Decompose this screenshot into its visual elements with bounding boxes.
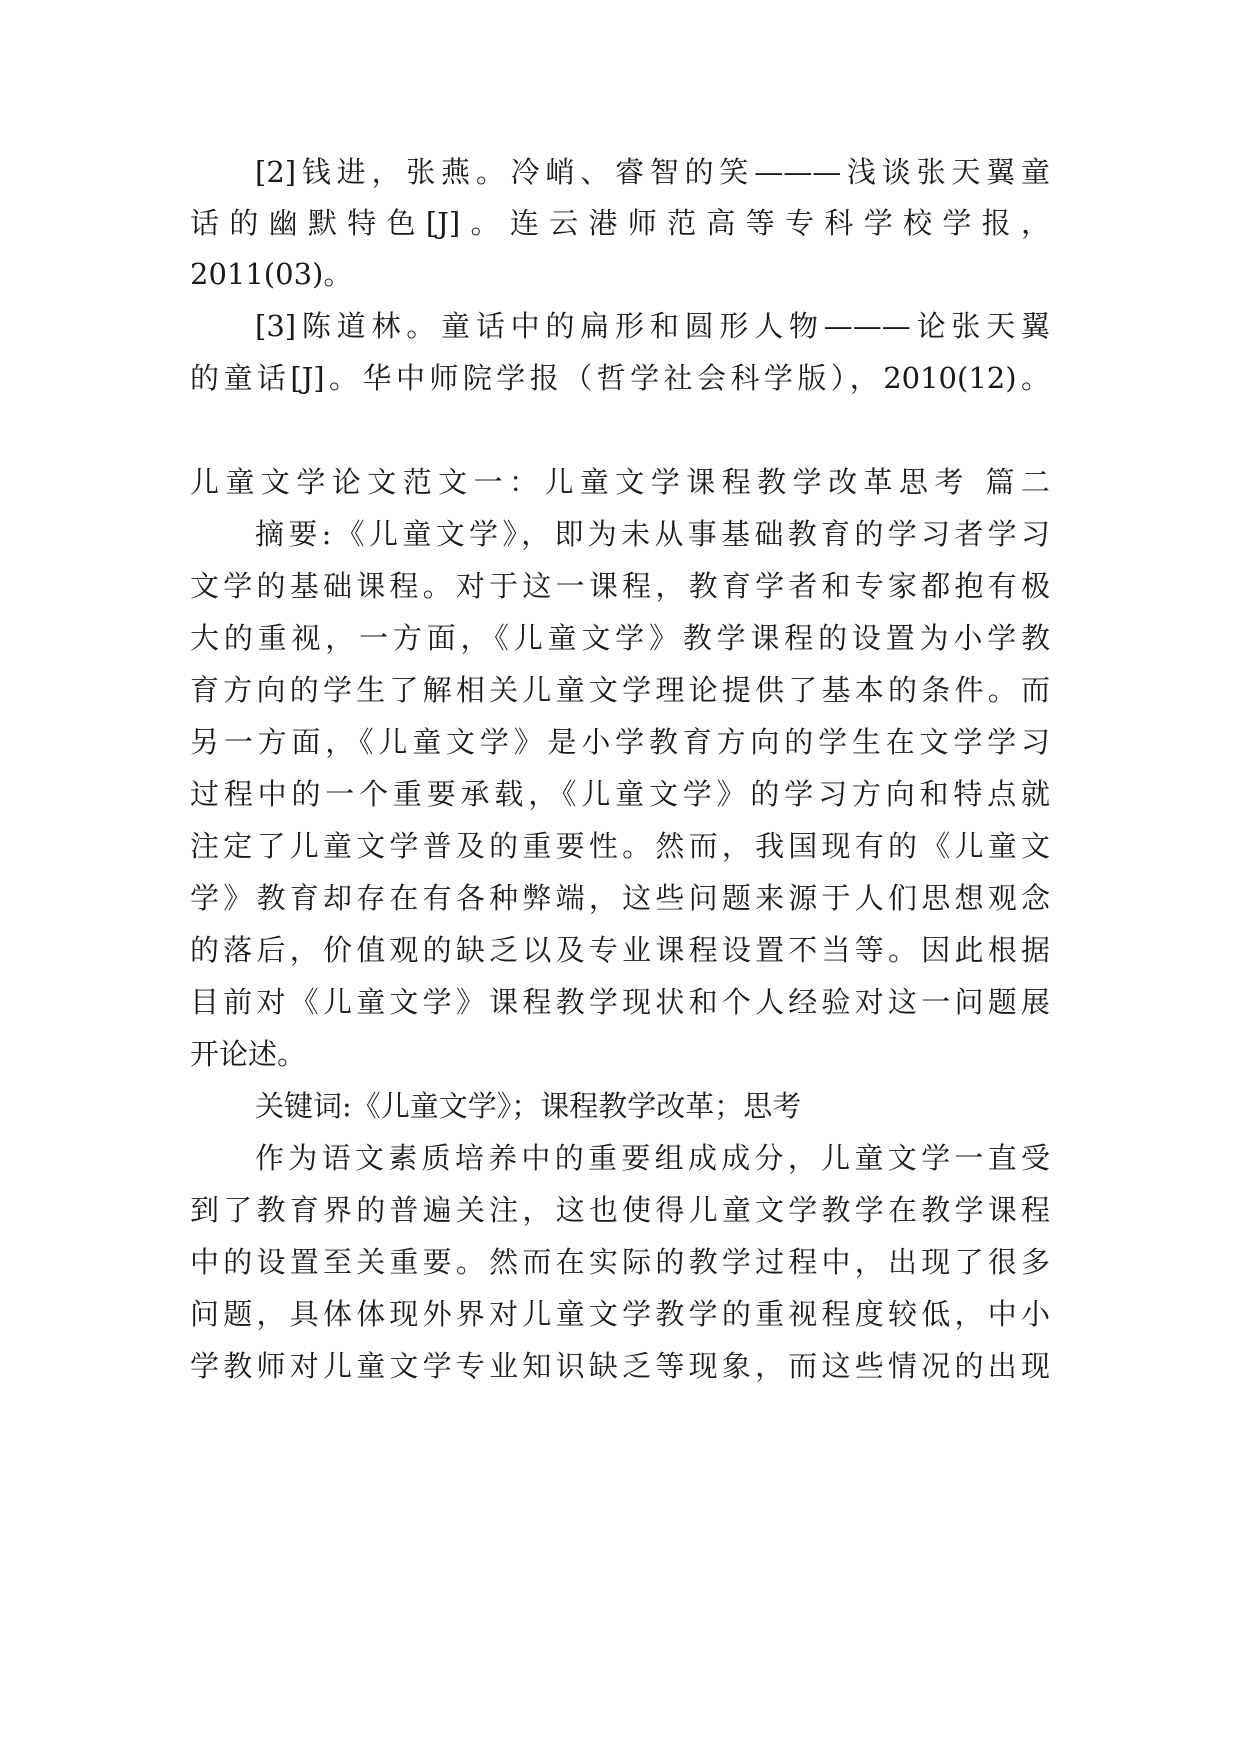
reference-3-line-2: 的童话[J]。华中师院学报（哲学社会科学版），2010(12)。 <box>190 361 1050 395</box>
reference-3-line-1: [3]陈道林。童话中的扁形和圆形人物———论张天翼 <box>255 309 1050 343</box>
abstract-line: 注定了儿童文学普及的重要性。然而，我国现有的《儿童文 <box>190 829 1050 863</box>
abstract-line: 学》教育却存在有各种弊端，这些问题来源于人们思想观念 <box>190 881 1050 915</box>
body-line: 作为语文素质培养中的重要组成成分，儿童文学一直受 <box>255 1141 1050 1175</box>
section-heading: 儿童文学论文范文一：儿童文学课程教学改革思考 篇二 <box>190 465 1050 499</box>
abstract-line: 摘要:《儿童文学》，即为未从事基础教育的学习者学习 <box>255 517 1050 551</box>
abstract-line: 大的重视，一方面，《儿童文学》教学课程的设置为小学教 <box>190 621 1050 655</box>
abstract-line: 目前对《儿童文学》课程教学现状和个人经验对这一问题展 <box>190 985 1050 1019</box>
body-line: 中的设置至关重要。然而在实际的教学过程中，出现了很多 <box>190 1245 1050 1279</box>
abstract-line: 文学的基础课程。对于这一课程，教育学者和专家都抱有极 <box>190 569 1050 603</box>
body-line: 问题，具体体现外界对儿童文学教学的重视程度较低，中小 <box>190 1297 1050 1331</box>
reference-2-line-2: 话的幽默特色[J]。连云港师范高等专科学校学报， <box>190 206 1050 240</box>
body-line: 学教师对儿童文学专业知识缺乏等现象，而这些情况的出现 <box>190 1349 1050 1383</box>
reference-2-line-3: 2011(03)。 <box>190 257 353 291</box>
abstract-line: 育方向的学生了解相关儿童文学理论提供了基本的条件。而 <box>190 673 1050 707</box>
keywords-line: 关键词:《儿童文学》；课程教学改革；思考 <box>255 1089 802 1123</box>
body-line: 到了教育界的普遍关注，这也使得儿童文学教学在教学课程 <box>190 1193 1050 1227</box>
abstract-line: 的落后，价值观的缺乏以及专业课程设置不当等。因此根据 <box>190 933 1050 967</box>
reference-2-line-1: [2]钱进，张燕。冷峭、睿智的笑———浅谈张天翼童 <box>255 155 1050 189</box>
abstract-line: 另一方面，《儿童文学》是小学教育方向的学生在文学学习 <box>190 725 1050 759</box>
abstract-line: 开论述。 <box>190 1037 307 1071</box>
abstract-line: 过程中的一个重要承载，《儿童文学》的学习方向和特点就 <box>190 777 1050 811</box>
